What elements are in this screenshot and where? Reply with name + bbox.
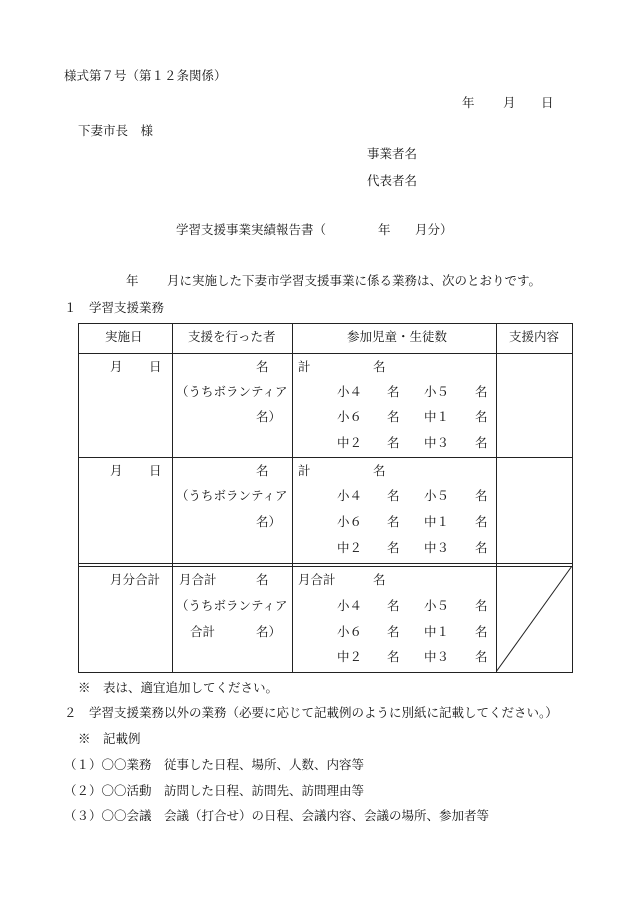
volunteer-total-label: 合計 (190, 624, 216, 639)
section1-heading: １ 学習支援業務 (64, 300, 165, 315)
example-item: （３）〇〇会議 会議（打合せ）の日程、会議内容、会議の場所、参加者等 (64, 808, 490, 823)
grade-label: 小４ (337, 598, 363, 613)
grade-label: 中１ (424, 409, 450, 424)
grade-unit: 名 (475, 488, 488, 503)
supporter-total-label: 月合計 (179, 572, 217, 587)
grade-label: 中３ (424, 649, 450, 664)
grade-unit: 名 (475, 384, 488, 399)
grade-unit: 名 (387, 514, 400, 529)
supporter-unit: 名 (256, 463, 269, 478)
grade-unit: 名 (387, 649, 400, 664)
grade-unit: 名 (387, 435, 400, 450)
volunteer-open: （うちボランティア (176, 488, 288, 503)
example-label: ※ 記載例 (78, 731, 141, 746)
report-title: 学習支援事業実績報告書（ (176, 222, 327, 237)
title-year: 年 (378, 222, 391, 237)
grade-unit: 名 (475, 624, 488, 639)
date-year-label: 年 (462, 95, 475, 110)
grade-unit: 名 (387, 598, 400, 613)
grade-label: 小６ (337, 624, 363, 639)
grade-unit: 名 (475, 514, 488, 529)
header-content: 支援内容 (509, 329, 560, 344)
grade-label: 小４ (337, 384, 363, 399)
total-label: 計 (298, 463, 311, 478)
grade-unit: 名 (387, 624, 400, 639)
example-item: （２）〇〇活動 訪問した日程、訪問先、訪問理由等 (64, 783, 365, 798)
representative-label: 代表者名 (367, 173, 418, 188)
summary-label: 月分合計 (110, 572, 161, 587)
grade-label: 中３ (424, 435, 450, 450)
grade-label: 小５ (424, 384, 450, 399)
grade-label: 中１ (424, 514, 450, 529)
grade-unit: 名 (475, 409, 488, 424)
title-month-end: 月分） (415, 222, 453, 237)
volunteer-open: （うちボランティア (176, 384, 288, 399)
addressee: 下妻市長 様 (78, 123, 154, 138)
table-note: ※ 表は、適宜追加してください。 (78, 680, 279, 695)
grade-unit: 名 (387, 384, 400, 399)
row-date-day: 日 (149, 359, 162, 374)
grade-unit: 名 (475, 435, 488, 450)
grade-label: 小５ (424, 598, 450, 613)
grade-label: 小４ (337, 488, 363, 503)
supporter-unit: 名 (256, 359, 269, 374)
intro-text: 月に実施した下妻市学習支援事業に係る業務は、次のとおりです。 (167, 273, 542, 288)
example-item: （１）〇〇業務 従事した日程、場所、人数、内容等 (64, 757, 365, 772)
grade-unit: 名 (475, 649, 488, 664)
row-date-month: 月 (110, 359, 123, 374)
row-date-day: 日 (149, 463, 162, 478)
date-month-label: 月 (503, 95, 516, 110)
grade-label: 中２ (337, 435, 363, 450)
header-participants: 参加児童・生徒数 (347, 329, 448, 344)
grade-label: 小６ (337, 514, 363, 529)
date-day-label: 日 (541, 95, 554, 110)
section2-heading: ２ 学習支援業務以外の業務（必要に応じて記載例のように別紙に記載してください。） (64, 705, 558, 720)
grade-label: 小６ (337, 409, 363, 424)
supporter-total-unit: 名 (256, 572, 269, 587)
business-name-label: 事業者名 (367, 146, 418, 161)
grade-label: 中２ (337, 649, 363, 664)
grade-unit: 名 (387, 540, 400, 555)
grade-label: 小５ (424, 488, 450, 503)
volunteer-close: 名） (256, 409, 282, 424)
header-supporter: 支援を行った者 (188, 329, 276, 344)
intro-year: 年 (126, 273, 139, 288)
grade-unit: 名 (475, 598, 488, 613)
grade-label: 中１ (424, 624, 450, 639)
participants-total-label: 月合計 (298, 572, 336, 587)
participants-total-unit: 名 (373, 572, 386, 587)
form-number: 様式第７号（第１２条関係） (64, 68, 227, 83)
grade-unit: 名 (387, 488, 400, 503)
grade-label: 中２ (337, 540, 363, 555)
volunteer-open: （うちボランティア (176, 598, 288, 613)
header-date: 実施日 (105, 329, 143, 344)
grade-unit: 名 (475, 540, 488, 555)
diagonal-slash (496, 566, 573, 673)
total-unit: 名 (373, 463, 386, 478)
total-label: 計 (298, 359, 311, 374)
row-date-month: 月 (110, 463, 123, 478)
volunteer-close: 名） (256, 624, 282, 639)
total-unit: 名 (373, 359, 386, 374)
grade-label: 中３ (424, 540, 450, 555)
grade-unit: 名 (387, 409, 400, 424)
volunteer-close: 名） (256, 514, 282, 529)
